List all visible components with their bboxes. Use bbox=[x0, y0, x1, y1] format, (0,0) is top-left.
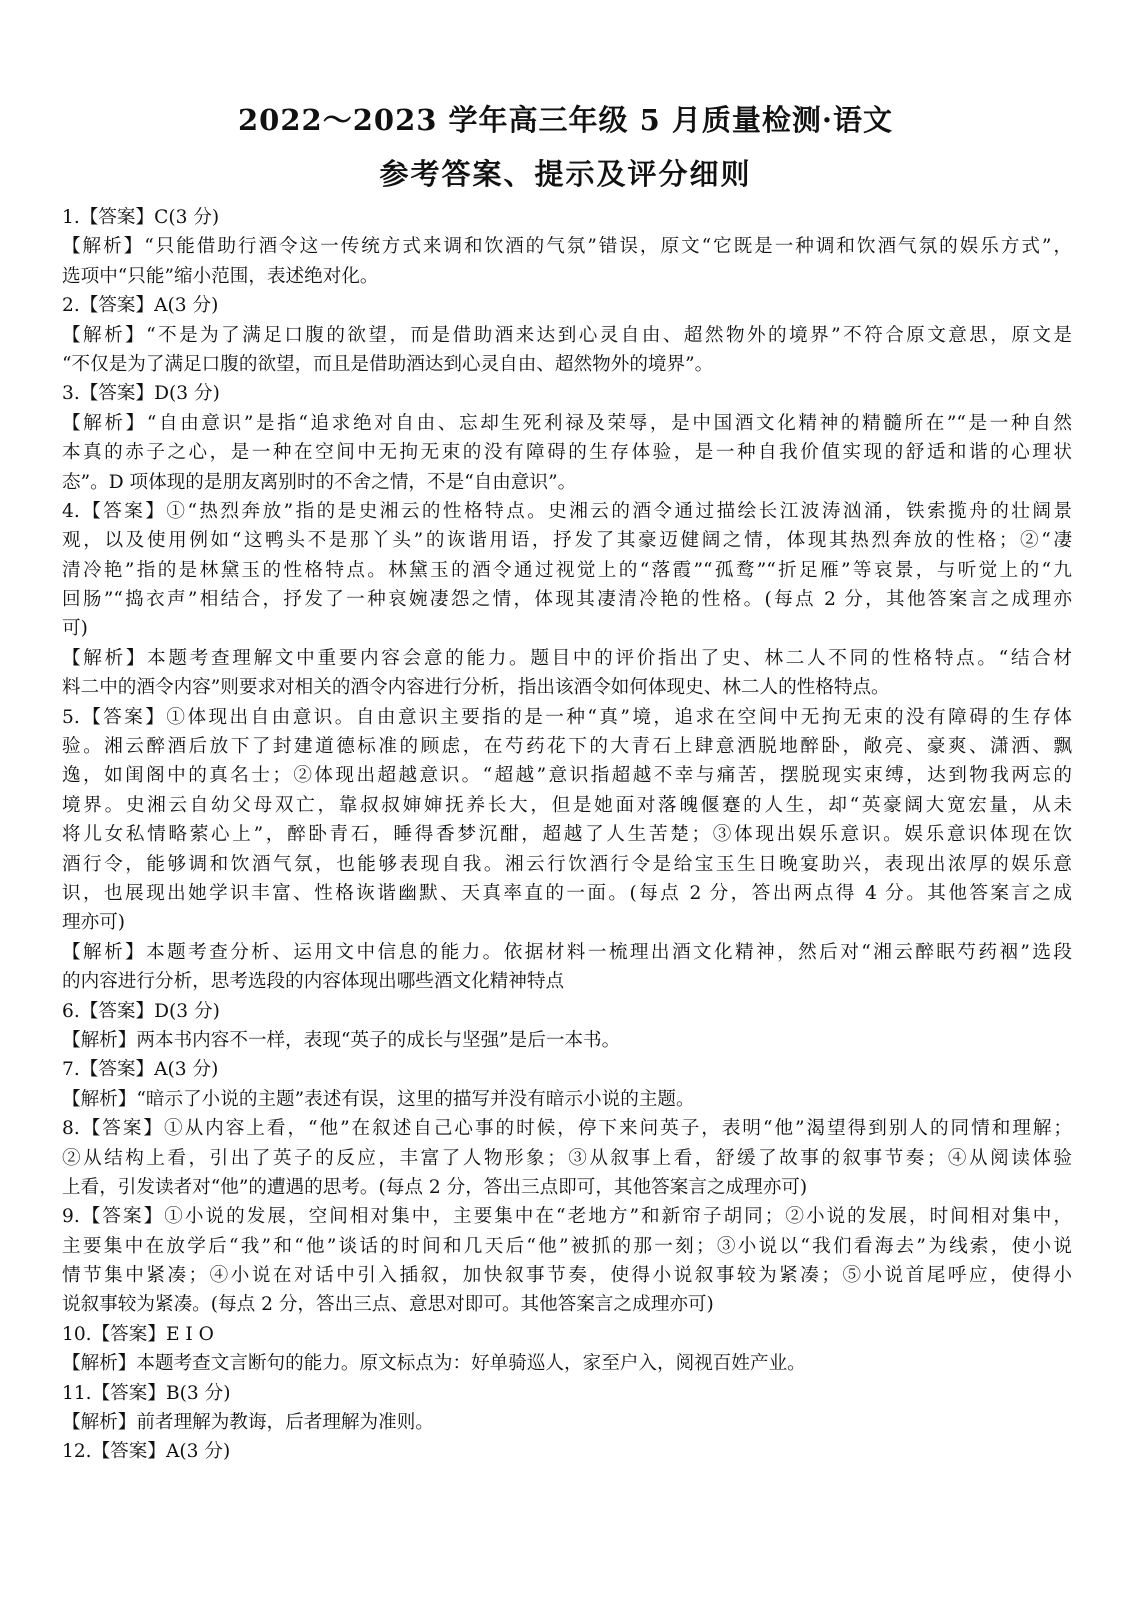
text-line: 1.【答案】C(3 分) bbox=[62, 207, 220, 228]
text-line: 将儿女私情略萦心上”，醉卧青石，睡得香梦沉酣，超越了人生苦楚；③体现出娱乐意识。娱乐意识体现在饮 bbox=[62, 824, 1072, 846]
text-line: 主要集中在放学后“我”和“他”谈话的时间和几天后“他”被抓的那一刻；③小说以“我们看海去”为线索，使小说 bbox=[62, 1235, 1072, 1257]
text-line: 料二中的酒令内容”则要求对相关的酒令内容进行分析，指出该酒令如何体现史、林二人的性格特点。 bbox=[62, 677, 890, 699]
text-line: 【解析】本题考查理解文中重要内容会意的能力。题目中的评价指出了史、林二人不同的性格特点。“结合材 bbox=[62, 647, 1072, 669]
document-title: 2022～2023 学年高三年级 5 月质量检测·语文 bbox=[238, 103, 893, 137]
text-line: 态”。D 项体现的是朋友离别时的不舍之情，不是“自由意识”。 bbox=[62, 471, 577, 493]
text-line: 上看，引发读者对“他”的遭遇的思考。(每点 2 分，答出三点即可，其他答案言之成理亦可) bbox=[62, 1176, 808, 1198]
text-line: 逸，如闺阁中的真名士；②体现出超越意识。“超越”意识指超越不幸与痛苦，摆脱现实束缚，达到物我两忘的 bbox=[62, 765, 1072, 787]
text-line: 【解析】“自由意识”是指“追求绝对自由、忘却生死利禄及荣辱，是中国酒文化精神的精髓所在”“是一种自然 bbox=[62, 412, 1072, 434]
text-line: 观，以及使用例如“这鸭头不是那丫头”的诙谐用语，抒发了其豪迈健阔之情，体现其热烈奔放的性格；②“凄 bbox=[62, 530, 1072, 552]
text-line: 11.【答案】B(3 分) bbox=[62, 1382, 231, 1404]
text-line: 理亦可) bbox=[62, 912, 126, 934]
text-line: 清冷艳”指的是林黛玉的性格特点。林黛玉的酒令通过视觉上的“落霞”“孤鹜”“折足雁”等哀景，与听觉上的“九 bbox=[62, 559, 1072, 581]
answer-content bbox=[62, 203, 1072, 1467]
text-line: 【解析】“暗示了小说的主题”表述有误，这里的描写并没有暗示小说的主题。 bbox=[62, 1088, 695, 1110]
text-line: 9.【答案】①小说的发展，空间相对集中，主要集中在“老地方”和新帘子胡同；②小说的发展，时间相对集中， bbox=[62, 1206, 1072, 1228]
text-line: 【解析】前者理解为教诲，后者理解为准则。 bbox=[62, 1412, 434, 1434]
text-line: 识，也展现出她学识丰富、性格诙谐幽默、天真率直的一面。(每点 2 分，答出两点得 4 分。其他答案言之成 bbox=[62, 882, 1072, 904]
document-subtitle: 参考答案、提示及评分细则 bbox=[379, 157, 752, 191]
text-line: “不仅是为了满足口腹的欲望，而且是借助酒达到心灵自由、超然物外的境界”。 bbox=[62, 353, 714, 375]
text-line: 可) bbox=[62, 618, 88, 640]
text-line: 【解析】“只能借助行酒令这一传统方式来调和饮酒的气氛”错误，原文“它既是一种调和饮酒气氛的娱乐方式”， bbox=[62, 236, 1072, 258]
text-line: 酒行令，能够调和饮酒气氛，也能够表现自我。湘云行饮酒行令是给宝玉生日晚宴助兴，表现出浓厚的娱乐意 bbox=[62, 853, 1072, 875]
text-line: 【解析】两本书内容不一样，表现“英子的成长与坚强”是后一本书。 bbox=[62, 1029, 621, 1051]
text-line: 【解析】本题考查文言断句的能力。原文标点为：好单骑巡人，家至户入，阅视百姓产业。 bbox=[62, 1353, 806, 1375]
text-line: 12.【答案】A(3 分) bbox=[62, 1441, 231, 1463]
text-line: 情节集中紧凑；④小说在对话中引入插叙，加快叙事节奏，使得小说叙事较为紧凑；⑤小说首尾呼应，使得小 bbox=[62, 1265, 1072, 1287]
text-line: 3.【答案】D(3 分) bbox=[62, 383, 220, 405]
text-line: 选项中“只能”缩小范围，表述绝对化。 bbox=[62, 265, 379, 287]
text-line: 境界。史湘云自幼父母双亡，靠叔叔婶婶抚养长大，但是她面对落魄偃蹇的人生，却“英豪阔大宽宏量，从未 bbox=[62, 794, 1072, 816]
text-line: 本真的赤子之心，是一种在空间中无拘无束的没有障碍的生存体验，是一种自我价值实现的舒适和谐的心理状 bbox=[62, 442, 1072, 464]
text-line: 验。湘云醉酒后放下了封建道德标准的顾虑，在芍药花下的大青石上肆意洒脱地醉卧，敞亮、豪爽、潇洒、飘 bbox=[62, 736, 1072, 758]
text-line: 4.【答案】①“热烈奔放”指的是史湘云的性格特点。史湘云的酒令通过描绘长江波涛汹涌，铁索揽舟的壮阔景 bbox=[62, 500, 1072, 522]
text-line: 说叙事较为紧凑。(每点 2 分，答出三点、意思对即可。其他答案言之成理亦可) bbox=[62, 1294, 714, 1316]
text-line: 【解析】本题考查分析、运用文中信息的能力。依据材料一梳理出酒文化精神，然后对“湘云醉眠芍药裀”选段 bbox=[62, 941, 1072, 963]
text-line: 【解析】“不是为了满足口腹的欲望，而是借助酒来达到心灵自由、超然物外的境界”不符合原文意思，原文是 bbox=[62, 324, 1072, 346]
text-line: 7.【答案】A(3 分) bbox=[62, 1059, 219, 1081]
text-line: ②从结构上看，引出了英子的反应，丰富了人物形象；③从叙事上看，舒缓了故事的叙事节奏；④从阅读体验 bbox=[62, 1147, 1072, 1169]
text-line: 5.【答案】①体现出自由意识。自由意识主要指的是一种“真”境，追求在空间中无拘无束的没有障碍的生存体 bbox=[62, 706, 1072, 728]
text-line: 回肠”“捣衣声”相结合，抒发了一种哀婉凄怨之情，体现其凄清冷艳的性格。(每点 2 分，其他答案言之成理亦 bbox=[62, 589, 1072, 611]
text-line: 8.【答案】①从内容上看，“他”在叙述自己心事的时候，停下来问英子，表明“他”渴望得到别人的同情和理解； bbox=[62, 1118, 1072, 1140]
text-line: 6.【答案】D(3 分) bbox=[62, 1000, 220, 1022]
text-line: 2.【答案】A(3 分) bbox=[62, 295, 219, 317]
text-line: 的内容进行分析，思考选段的内容体现出哪些酒文化精神特点 bbox=[62, 971, 565, 993]
text-line: 10.【答案】E I O bbox=[62, 1323, 214, 1345]
